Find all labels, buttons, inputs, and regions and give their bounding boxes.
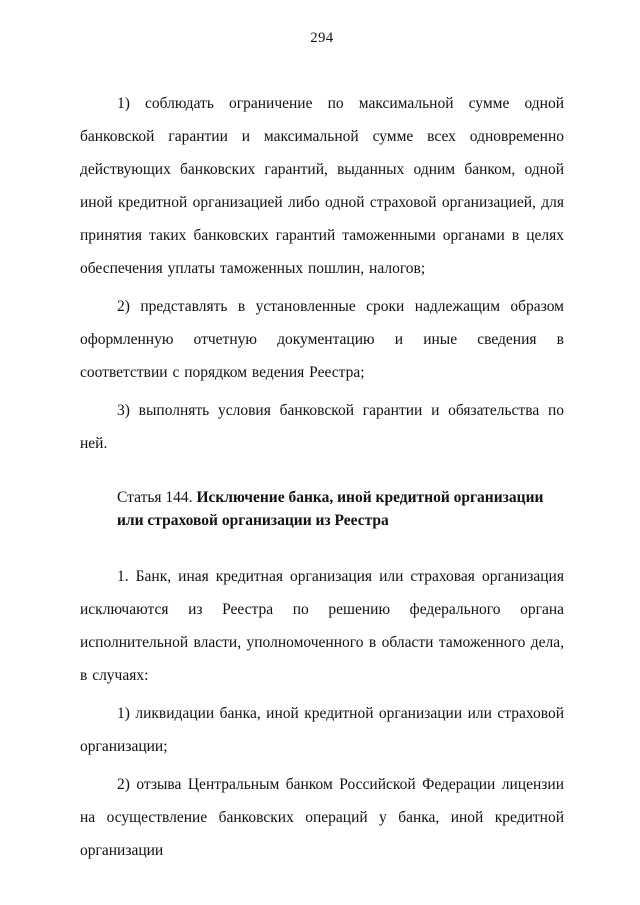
paragraph-subitem-1: 1) ликвидации банка, иной кредитной организации или страховой организации; (80, 705, 564, 755)
article-title: Исключение банка, иной кредитной организации или страховой организации из Реестра (117, 489, 544, 529)
page-number: 294 (310, 30, 334, 46)
paragraph-clause-1: 1) соблюдать ограничение по максимальной сумме одной банковской гарантии и максимальной сумме всех одновременно действующих банковских гарантий, выданных одним банком, одной иной кредитной организацией либо одной страховой организацией, для принятия таких банковских гарантий таможенными органами в целях обеспечения уплаты таможенных пошлин, налогов; (80, 95, 564, 277)
paragraph-subitem-2: 2) отзыва Центральным банком Российской Федерации лицензии на осуществление банковских операций у банка, иной кредитной организации (80, 776, 564, 859)
paragraph-clause-2: 2) представлять в установленные сроки надлежащим образом оформленную отчетную документацию и иные сведения в соответствии с порядком ведения Реестра; (80, 298, 564, 381)
article-number-label: Статья 144. (117, 489, 193, 506)
article-heading (117, 486, 564, 532)
paragraph-clause-3: 3) выполнять условия банковской гарантии и обязательства по ней. (80, 402, 564, 452)
paragraph-item-1: 1. Банк, иная кредитная организация или страховая организация исключаются из Реестра по решению федерального органа исполнительной власти, уполномоченного в области таможенного дела, в случаях: (80, 568, 564, 684)
